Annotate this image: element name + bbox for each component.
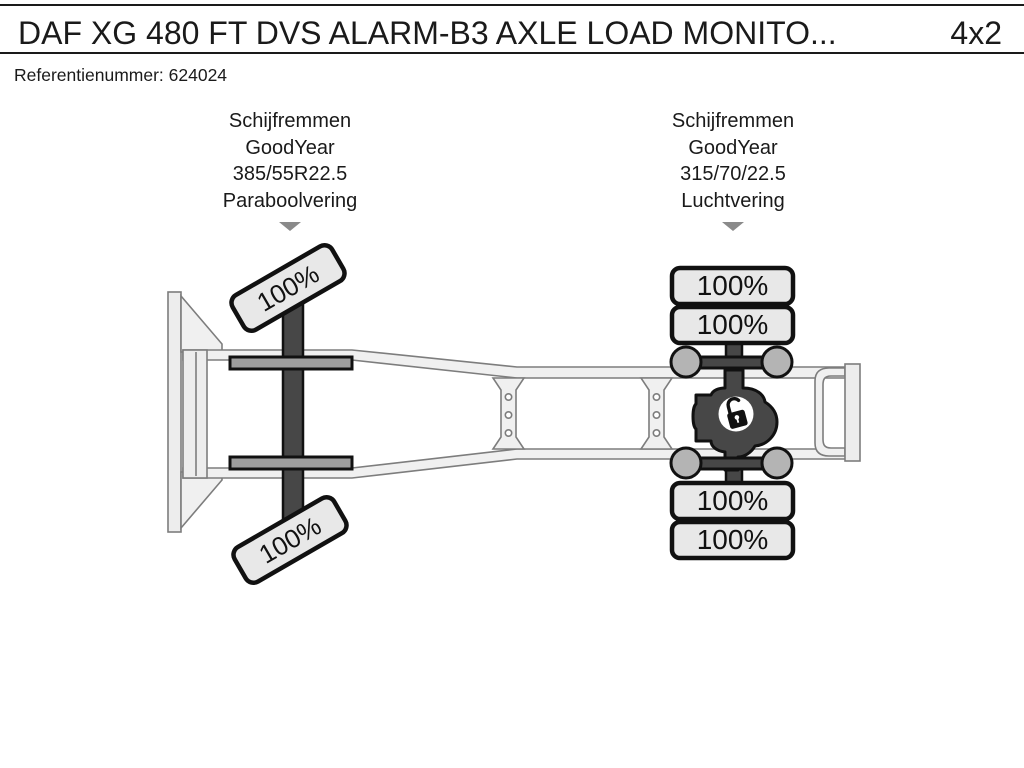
- air-bellow: [762, 347, 792, 377]
- rear-axle: [671, 268, 793, 558]
- bolt-hole: [505, 430, 511, 436]
- bumper-flare-top: [181, 296, 222, 352]
- rear-axle-pointer-arrow-icon: [722, 222, 744, 231]
- front-axle: [228, 242, 352, 586]
- bolt-hole: [653, 412, 659, 418]
- spec-line-tyre-size: 385/55R22.5: [232, 163, 348, 185]
- rear-wheel-left-outer: [672, 268, 793, 304]
- reference-number: Referentienummer: 624024: [14, 65, 228, 85]
- front-axle-load-value: 100%: [253, 510, 327, 570]
- rear-axle-load-value: 100%: [696, 524, 769, 555]
- air-bellow: [762, 448, 792, 478]
- air-bellow: [671, 448, 701, 478]
- spec-line-tyre-brand: GoodYear: [245, 136, 335, 159]
- spec-line-suspension: Luchtvering: [681, 189, 785, 212]
- spec-line-suspension: Paraboolvering: [222, 189, 358, 212]
- front-bumper: [168, 292, 181, 532]
- bolt-hole: [653, 394, 659, 400]
- spec-line-brakes: Schijfremmen: [671, 110, 795, 132]
- bolt-hole: [653, 430, 659, 436]
- rear-wheel-right-outer: [672, 522, 793, 558]
- air-bellow: [671, 347, 701, 377]
- bumper-flare-bottom: [181, 472, 222, 528]
- rear-end-plate: [845, 364, 860, 461]
- rear-axle-load-value: 100%: [696, 309, 769, 340]
- rear-crossmember-bracket: [815, 368, 845, 456]
- leaf-spring-right: [230, 457, 352, 469]
- leaf-spring-left: [230, 357, 352, 369]
- axle-config-badge: 4x2: [950, 15, 1002, 51]
- front-axle-pointer-arrow-icon: [279, 222, 301, 231]
- page-title: DAF XG 480 FT DVS ALARM-B3 AXLE LOAD MONITO...: [18, 15, 837, 51]
- bolt-hole: [505, 412, 511, 418]
- rear-wheel-left-inner: [672, 307, 793, 343]
- spec-line-brakes: Schijfremmen: [228, 110, 352, 132]
- front-frame-plate: [183, 350, 207, 478]
- bolt-hole: [505, 394, 511, 400]
- front-axle-load-value: 100%: [251, 258, 325, 318]
- rear-axle-load-value: 100%: [696, 485, 769, 516]
- rear-wheel-right-inner: [672, 483, 793, 519]
- spec-line-tyre-size: 315/70/22.5: [680, 163, 786, 185]
- spec-line-tyre-brand: GoodYear: [688, 136, 778, 159]
- rear-axle-load-value: 100%: [696, 270, 769, 301]
